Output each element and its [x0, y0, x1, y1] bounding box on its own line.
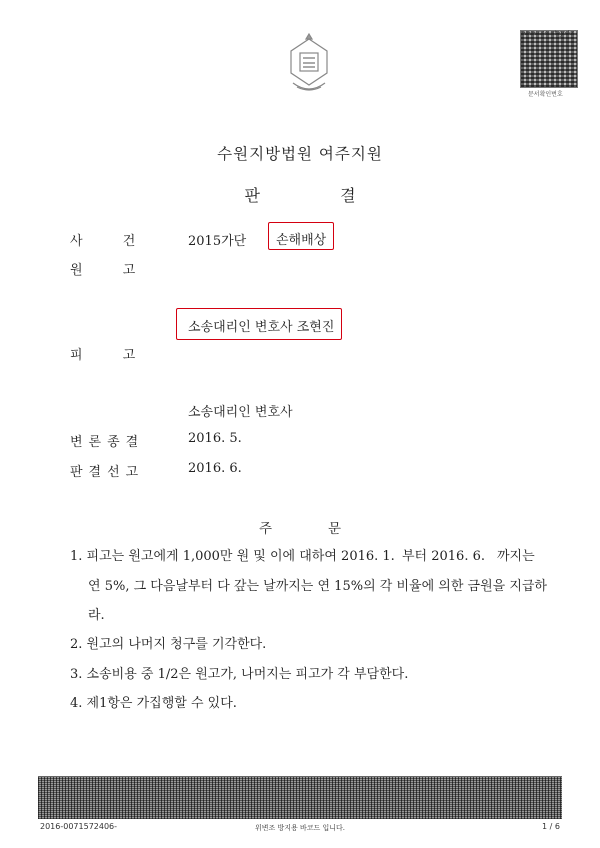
order-heading — [0, 517, 600, 537]
order-item-1-line-3: 라. — [88, 608, 105, 623]
qr-url: www.scourt.go.kr — [522, 30, 574, 37]
qr-code — [520, 30, 578, 88]
doc-title-char-1: 판 — [244, 186, 260, 205]
defendant-label: 피 고 — [70, 348, 136, 363]
order-heading-char-2: 문 — [328, 521, 342, 537]
footer-page-number: 1 / 6 — [542, 822, 560, 831]
case-number: 2015가단 — [188, 234, 247, 249]
order-item-3: 3. 소송비용 중 1/2은 원고가, 나머지는 피고가 각 부담한다. — [70, 667, 409, 682]
judgment-date: 2016. 6. — [188, 461, 242, 476]
defendant-counsel: 소송대리인 변호사 — [188, 405, 293, 420]
order-item-1-part-1: 1. 피고는 원고에게 1,000만 원 및 이에 대하여 2016. 1. — [70, 549, 395, 564]
anti-forgery-barcode — [38, 776, 562, 819]
doc-title — [0, 183, 600, 206]
plaintiff-counsel: 소송대리인 변호사 조현진 — [188, 320, 335, 335]
order-item-1-part-3: 까지는 — [497, 549, 535, 564]
closing-label: 변론종결 — [70, 435, 145, 450]
doc-title-char-2: 결 — [340, 186, 356, 205]
closing-date: 2016. 5. — [188, 431, 242, 446]
court-emblem-icon — [283, 33, 335, 95]
order-item-4: 4. 제1항은 가집행할 수 있다. — [70, 696, 237, 711]
qr-caption: 문서확인번호 — [528, 91, 563, 98]
order-heading-char-1: 주 — [258, 521, 272, 537]
case-label: 사 건 — [70, 234, 136, 249]
case-name: 손해배상 — [276, 233, 327, 248]
order-item-1-part-2: 부터 2016. 6. — [402, 549, 486, 564]
plaintiff-label: 원 고 — [70, 263, 136, 278]
footer-notice: 위변조 방지용 바코드 입니다. — [254, 824, 346, 832]
court-name: 수원지방법원 여주지원 — [217, 145, 383, 163]
order-item-2: 2. 원고의 나머지 청구를 기각한다. — [70, 637, 267, 652]
judgment-label: 판결선고 — [70, 465, 145, 480]
order-item-1-line-2: 연 5%, 그 다음날부터 다 갚는 날까지는 연 15%의 각 비율에 의한 금원을 지급하 — [88, 579, 547, 594]
footer-doc-id: 2016-0071572406- — [40, 822, 118, 831]
